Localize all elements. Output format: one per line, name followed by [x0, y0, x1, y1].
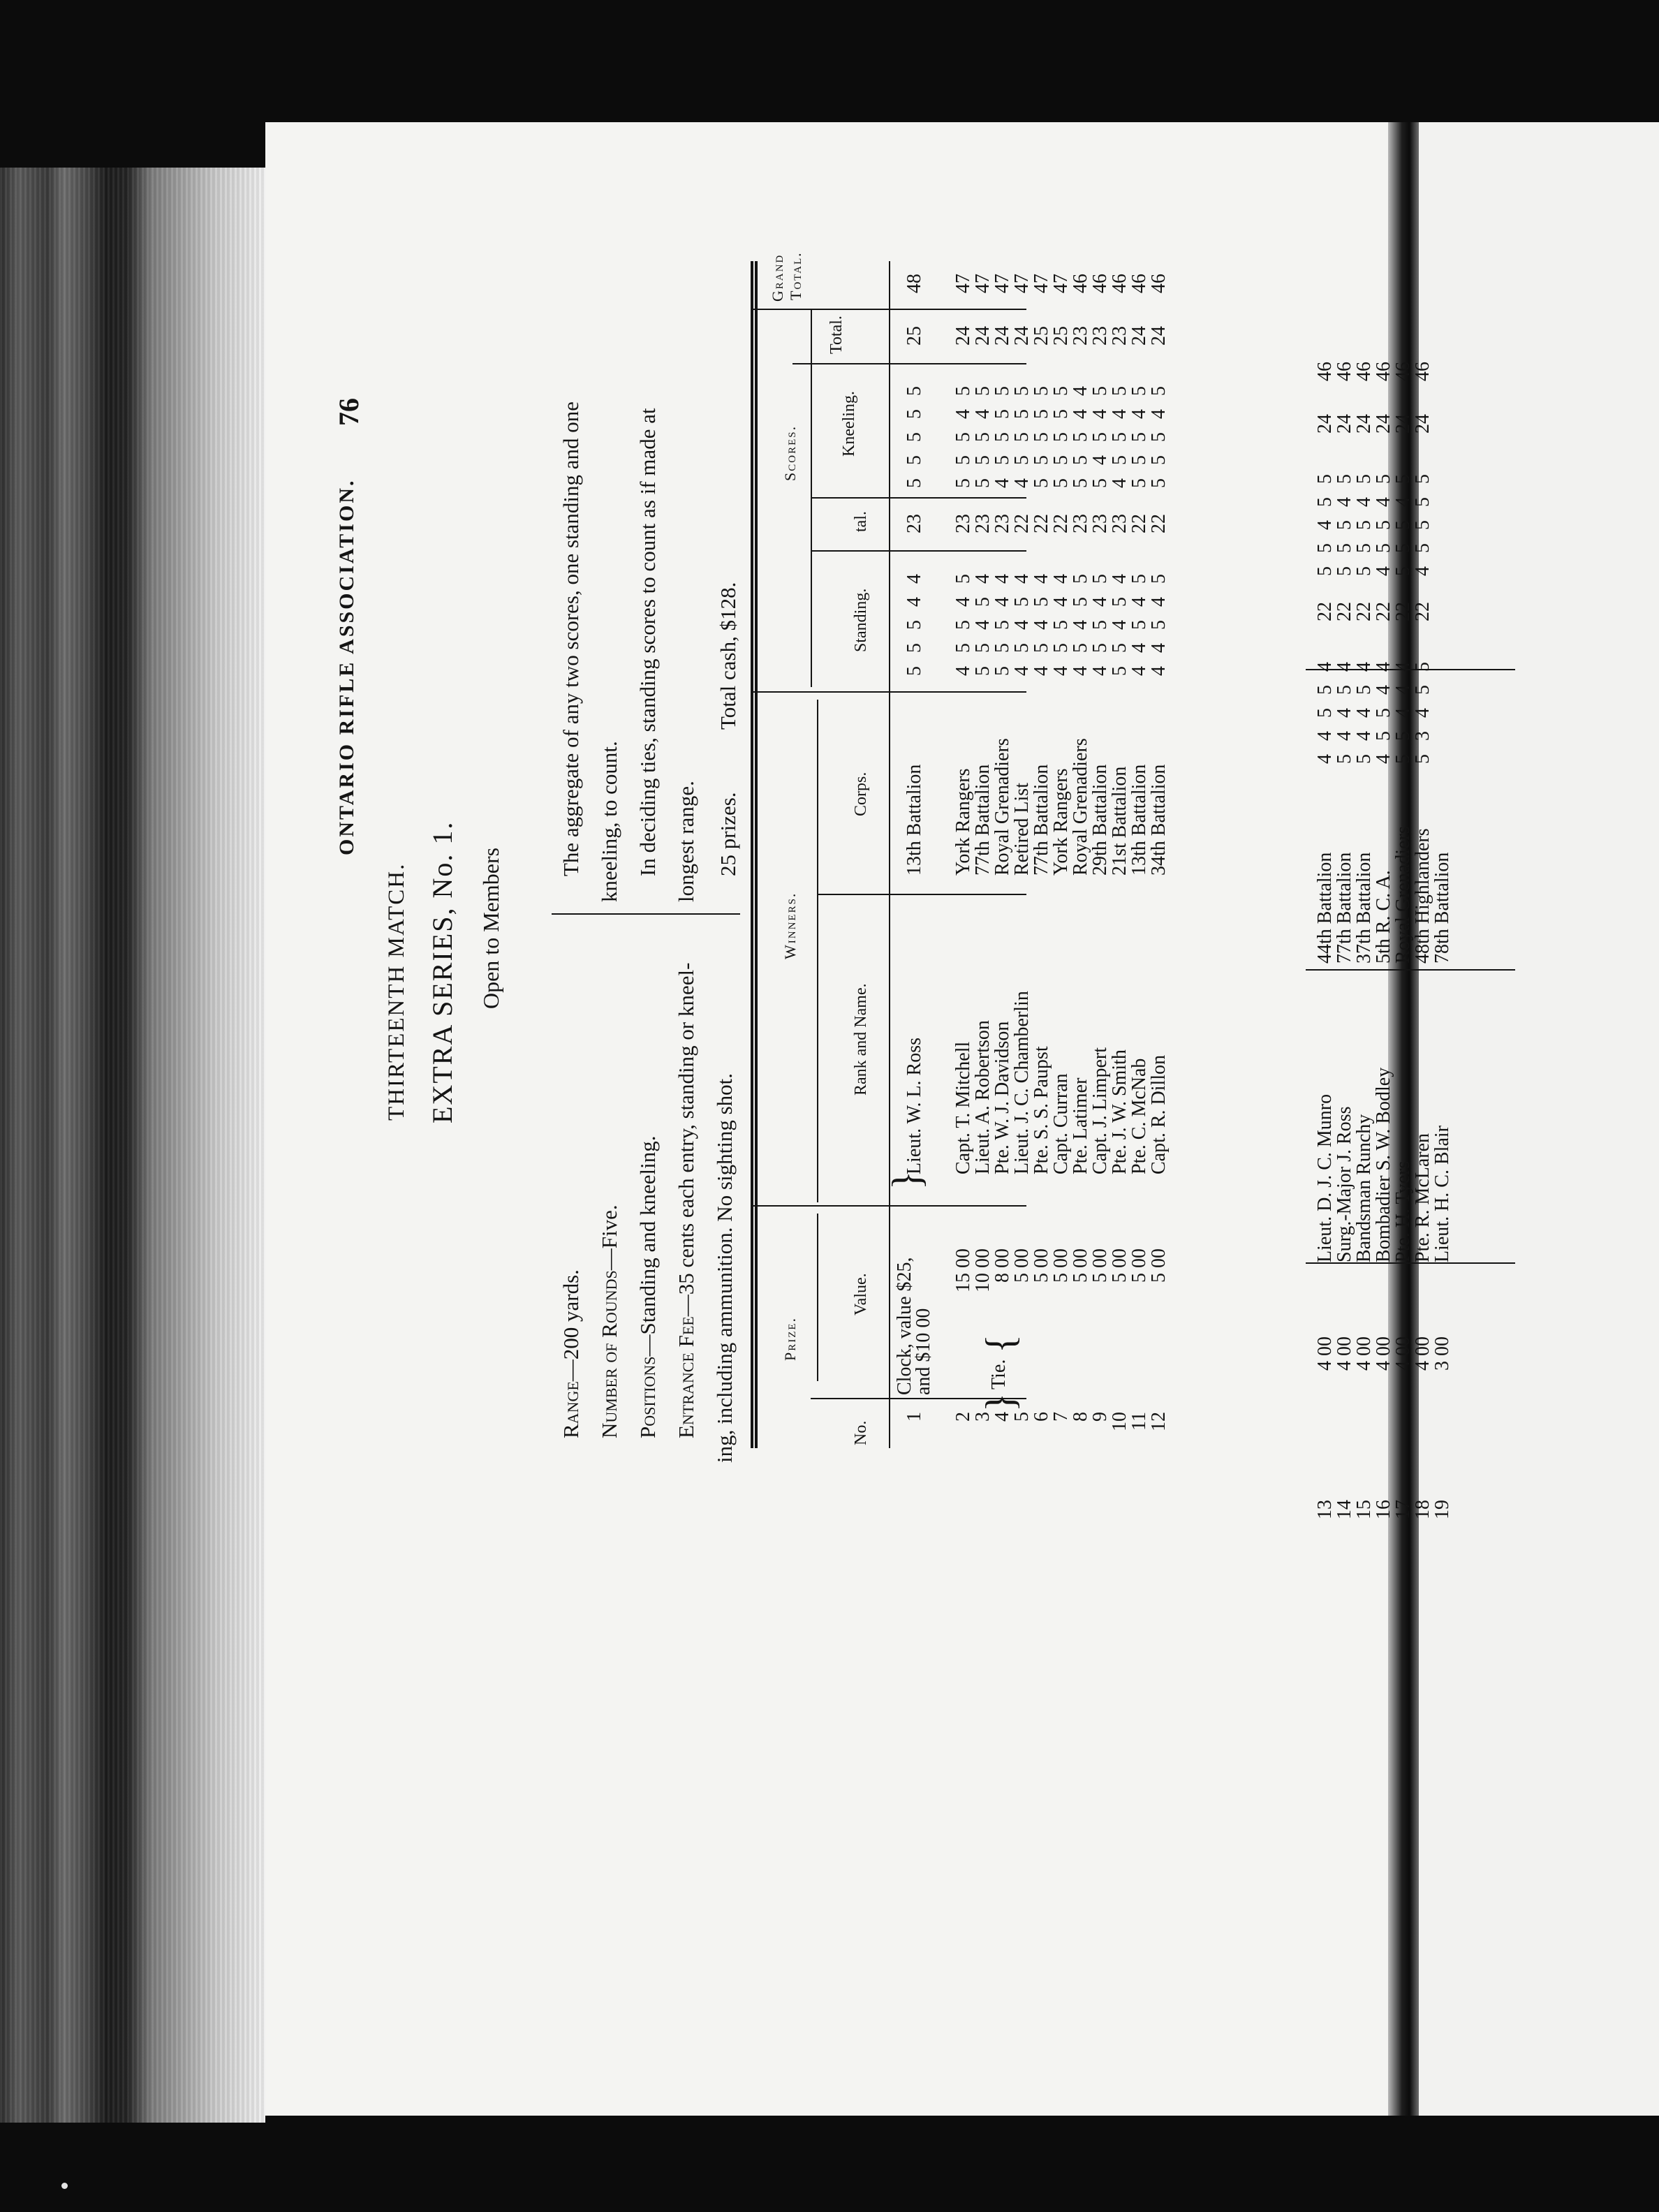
- cell-value: 5 00: [1128, 1248, 1150, 1283]
- cell-value: 5 00: [1011, 1248, 1033, 1283]
- range-label: Range: [559, 1381, 583, 1438]
- cell-grand-total: 47: [991, 274, 1013, 293]
- table-row: [1011, 261, 1033, 1448]
- cell-corps: Royal Grenadiers: [1070, 738, 1091, 876]
- cell-value: 4 00: [1412, 1336, 1433, 1371]
- cell-kneeling-shots: 4 5 5 5 5: [1412, 470, 1433, 576]
- cell-kneeling-total: 24: [1373, 414, 1394, 434]
- cell-standing-shots: 5 5 5 4 4: [991, 570, 1013, 676]
- cell-corps: Royal Grenadiers: [991, 738, 1013, 876]
- cell-grand-total: 47: [1031, 274, 1052, 293]
- cell-value: 4 00: [1334, 1336, 1355, 1371]
- cell-number: 11: [1128, 1412, 1150, 1431]
- cell-kneeling-total: 24: [1412, 414, 1433, 434]
- header-value: Value.: [852, 1273, 870, 1315]
- prize-count: 25 prizes.: [716, 792, 740, 876]
- fee-value: —35 cents each entry, standing or kneel-: [674, 962, 698, 1317]
- cell-value: 5 00: [1050, 1248, 1072, 1283]
- condition-range: [559, 1269, 584, 1438]
- cell-kneeling-shots: 5 5 5 4 5: [1392, 470, 1414, 576]
- cell-kneeling-shots: 4 5 5 4 5: [1109, 382, 1130, 488]
- table-top-rule: [751, 261, 753, 1448]
- cell-kneeling-total: 24: [1128, 326, 1150, 346]
- cell-kneeling-shots: 5 5 5 4 4: [1070, 382, 1091, 488]
- cell-standing-total: 22: [1392, 602, 1414, 621]
- table-row: [1050, 261, 1072, 1448]
- cell-standing-shots: 4 4 5 4 5: [1128, 570, 1150, 676]
- cell-standing-shots: 5 4 4 5 4: [1334, 658, 1355, 764]
- table-row: [991, 261, 1013, 1448]
- cell-number: 15: [1353, 1500, 1375, 1519]
- cell-value: 4 00: [1353, 1336, 1375, 1371]
- cell-standing-shots: 4 4 5 5 4: [1314, 658, 1336, 764]
- positions-label: Positions: [635, 1356, 660, 1438]
- cell-grand-total: 46: [1353, 362, 1375, 381]
- cell-name: Lieut. A. Robertson: [972, 1020, 994, 1174]
- cell-kneeling-shots: 5 5 5 4 5: [1148, 382, 1170, 488]
- tie-label: Tie.: [988, 1359, 1010, 1389]
- cell-grand-total: 46: [1314, 362, 1336, 381]
- cell-kneeling-total: 23: [1089, 326, 1111, 346]
- cell-name: Bandsman Runchy: [1353, 1114, 1375, 1262]
- header-kneeling: Kneeling.: [840, 391, 858, 457]
- cell-corps: York Rangers: [952, 768, 974, 876]
- cell-corps: 77th Battalion: [972, 764, 994, 876]
- cell-name: Lieut. W. L. Ross: [904, 1037, 925, 1174]
- cell-kneeling-total: 24: [972, 326, 994, 346]
- cell-kneeling-shots: 4 5 5 4 5: [1373, 470, 1394, 576]
- cell-number: 5: [1011, 1412, 1033, 1422]
- table-row: [1412, 362, 1433, 1536]
- cell-standing-total: 23: [991, 514, 1013, 533]
- total-cash: Total cash, $128.: [716, 582, 740, 730]
- cell-kneeling-total: 24: [991, 326, 1013, 346]
- cell-number: 18: [1412, 1500, 1433, 1519]
- cell-value: 10 00: [972, 1248, 994, 1292]
- tie-brace-value: {: [978, 1334, 1024, 1353]
- first-prize-value: Clock, value $25,: [894, 1257, 915, 1395]
- table-row: [972, 261, 994, 1448]
- cell-kneeling-total: 25: [1050, 326, 1072, 346]
- cell-name: Capt. R. Dillon: [1148, 1054, 1170, 1174]
- tie-brace-number: }: [978, 1393, 1024, 1412]
- cell-corps: Royal Grenadiers: [1392, 826, 1414, 964]
- open-to-members: Open to Members: [478, 847, 503, 1009]
- cell-kneeling-shots: 5 5 5 4 5: [1353, 470, 1375, 576]
- cell-number: 1: [904, 1412, 925, 1422]
- cell-corps: 5th R. C. A.: [1373, 870, 1394, 964]
- cell-corps: 77th Battalion: [1031, 764, 1052, 876]
- cell-corps: 78th Battalion: [1431, 852, 1453, 964]
- match-title: THIRTEENTH MATCH.: [384, 862, 409, 1121]
- table-row: [1109, 261, 1128, 1448]
- cell-grand-total: 46: [1148, 274, 1170, 293]
- range-value: —200 yards.: [559, 1269, 583, 1382]
- cell-grand-total: 46: [1373, 362, 1394, 381]
- continuation-table: [1306, 362, 1515, 1997]
- cell-number: 2: [952, 1412, 974, 1422]
- cell-value: 5 00: [1089, 1248, 1111, 1283]
- cell-grand-total: 47: [1050, 274, 1072, 293]
- cell-number: 12: [1148, 1412, 1170, 1431]
- rounds-value: —Five.: [597, 1204, 621, 1271]
- table-row: [1314, 362, 1336, 1536]
- table-row: [1392, 362, 1414, 1536]
- cell-standing-total: 22: [1353, 602, 1375, 621]
- header-grand-total: Total.: [787, 251, 804, 300]
- table-row: [1334, 362, 1355, 1536]
- cell-kneeling-total: 23: [1070, 326, 1091, 346]
- table-row: [1128, 261, 1150, 1448]
- cell-number: 17: [1392, 1500, 1414, 1519]
- cell-value: 15 00: [952, 1248, 974, 1292]
- header-prize: Prize.: [781, 1316, 799, 1361]
- cell-value: 5 00: [1070, 1248, 1091, 1283]
- cell-name: Lieut. D. J. C. Munro: [1314, 1093, 1336, 1262]
- cell-kneeling-total: 24: [1148, 326, 1170, 346]
- cell-value: 4 00: [1392, 1336, 1414, 1371]
- cell-name: Surg.-Major J. Ross: [1334, 1106, 1355, 1262]
- cell-corps: Retired List: [1011, 783, 1033, 876]
- header-kneeling-total: Total.: [827, 316, 846, 354]
- cell-name: Pte. R. McLaren: [1412, 1133, 1433, 1262]
- cell-grand-total: 47: [952, 274, 974, 293]
- cell-standing-total: 22: [1031, 514, 1052, 533]
- winners-group-rule: [817, 700, 818, 1202]
- cell-standing-shots: 4 4 5 4 5: [1148, 570, 1170, 676]
- cell-standing-total: 22: [1412, 602, 1433, 621]
- scores-group-rule: [811, 310, 812, 687]
- cell-grand-total: 48: [904, 274, 925, 293]
- cell-corps: York Rangers: [1050, 768, 1072, 876]
- cell-value: 4 00: [1373, 1336, 1394, 1371]
- cell-kneeling-total: 25: [1031, 326, 1052, 346]
- cell-standing-total: 22: [1148, 514, 1170, 533]
- cell-standing-total: 23: [1109, 514, 1130, 533]
- cell-number: 19: [1431, 1500, 1453, 1519]
- cell-value: 5 00: [1109, 1248, 1130, 1283]
- table-row: [1431, 461, 1453, 1536]
- cell-kneeling-total: 24: [1011, 326, 1033, 346]
- cell-kneeling-shots: 4 5 5 5 5: [991, 382, 1013, 488]
- cell-standing-total: 22: [1050, 514, 1072, 533]
- cell-grand-total: 46: [1070, 274, 1091, 293]
- cell-kneeling-shots: 5 5 5 5 5: [1031, 382, 1052, 488]
- cell-kneeling-shots: 5 5 5 4 5: [952, 382, 974, 488]
- cell-kneeling-shots: 5 5 5 4 5: [1128, 382, 1150, 488]
- cell-kneeling-total: 24: [952, 326, 974, 346]
- cell-standing-shots: 5 4 4 5 4: [1353, 658, 1375, 764]
- cell-kneeling-shots: 4 5 5 5 5: [1011, 382, 1033, 488]
- cell-grand-total: 46: [1089, 274, 1111, 293]
- first-prize-brace: }: [884, 1171, 930, 1190]
- cell-corps: 44th Battalion: [1314, 852, 1336, 964]
- cell-standing-shots: 4 5 5 4 5: [1089, 570, 1111, 676]
- book-page-edges: [0, 168, 265, 2123]
- cell-value: 8 00: [991, 1248, 1013, 1283]
- header-scores: Scores.: [781, 425, 799, 481]
- condition-fee: [674, 963, 699, 1438]
- running-head: ONTARIO RIFLE ASSOCIATION.: [335, 478, 358, 855]
- cell-kneeling-total: 24: [1353, 414, 1375, 434]
- cell-standing-shots: 5 5 4 4 4: [1392, 658, 1414, 764]
- cell-number: 14: [1334, 1500, 1355, 1519]
- cell-grand-total: 47: [972, 274, 994, 293]
- first-prize-cash: and $10 00: [913, 1308, 934, 1395]
- cell-value: 5 00: [1148, 1248, 1170, 1283]
- cell-number: 3: [972, 1412, 994, 1422]
- cell-corps: 34th Battalion: [1148, 764, 1170, 876]
- cell-name: Lieut. H. C. Blair: [1431, 1126, 1453, 1262]
- cell-kneeling-shots: 5 5 5 4 5: [1334, 470, 1355, 576]
- cell-name: Pte. Latimer: [1070, 1077, 1091, 1174]
- results-table: [751, 251, 1170, 1448]
- cell-standing-total: 23: [1089, 514, 1111, 533]
- cell-corps: 29th Battalion: [1089, 764, 1111, 876]
- cell-name: Pte. W. J. Davidson: [991, 1021, 1013, 1174]
- cell-standing-shots: 5 5 4 5 4: [1109, 570, 1130, 676]
- cell-standing-shots: 5 5 5 4 4: [904, 570, 925, 676]
- cell-kneeling-shots: 5 5 5 5 5: [904, 382, 925, 488]
- cell-standing-shots: 4 5 5 4 5: [952, 570, 974, 676]
- cell-kneeling-shots: 5 4 5 4 5: [1089, 382, 1111, 488]
- cell-number: 4: [991, 1412, 1013, 1422]
- cell-grand-total: 46: [1334, 362, 1355, 381]
- cell-standing-shots: 4 5 4 5 5: [1070, 570, 1091, 676]
- cell-standing-total: 23: [952, 514, 974, 533]
- cell-value: 3 00: [1431, 1336, 1453, 1371]
- cell-number: 6: [1031, 1412, 1052, 1422]
- cell-name: Capt. J. Limpert: [1089, 1047, 1111, 1174]
- aggregate-note-cont: kneeling, to count.: [597, 741, 621, 902]
- cell-name: Capt. T. Mitchell: [952, 1041, 974, 1174]
- cell-kneeling-total: 24: [1314, 414, 1336, 434]
- cell-standing-shots: 4 5 4 5 4: [1011, 570, 1033, 676]
- table-row: [1089, 261, 1111, 1448]
- cell-standing-shots: 4 5 5 4 4: [1050, 570, 1072, 676]
- cell-value: 5 00: [1031, 1248, 1052, 1283]
- header-standing-total: tal.: [852, 511, 870, 532]
- condition-rounds: [597, 1204, 622, 1438]
- header-rank-name: Rank and Name.: [852, 983, 870, 1096]
- aggregate-note: The aggregate of any two scores, one standing and one: [559, 401, 583, 876]
- cell-name: Pte. H. Tyers: [1392, 1160, 1414, 1262]
- table-top-rule-2: [755, 261, 758, 1448]
- cell-corps: 21st Battalion: [1109, 766, 1130, 876]
- cell-name: Capt. Curran: [1050, 1073, 1072, 1174]
- cell-standing-total: 23: [904, 514, 925, 533]
- cell-number: 13: [1314, 1500, 1336, 1519]
- positions-value: —Standing and kneeling.: [635, 1135, 660, 1357]
- cell-corps: 37th Battalion: [1353, 852, 1375, 964]
- cell-kneeling-shots: 5 5 5 4 5: [972, 382, 994, 488]
- cell-grand-total: 47: [1011, 274, 1033, 293]
- cell-number: 9: [1089, 1412, 1111, 1422]
- fee-label: Entrance Fee: [674, 1316, 698, 1438]
- cell-standing-shots: 5 5 4 5 4: [972, 570, 994, 676]
- cell-standing-total: 23: [972, 514, 994, 533]
- header-no: No.: [852, 1420, 870, 1445]
- cell-value: 4 00: [1314, 1336, 1336, 1371]
- cell-kneeling-shots: 5 5 4 5 5: [1314, 470, 1336, 576]
- header-corps: Corps.: [852, 772, 870, 816]
- header-winners: Winners.: [781, 892, 799, 959]
- cell-standing-shots: 5 3 4 5 5: [1412, 658, 1433, 764]
- printed-page: [321, 216, 1453, 1613]
- cell-standing-shots: 4 5 4 5 4: [1031, 570, 1052, 676]
- cell-kneeling-total: 25: [904, 326, 925, 346]
- cell-number: 7: [1050, 1412, 1072, 1422]
- cell-grand-total: 46: [1128, 274, 1150, 293]
- conditions-divider: [552, 913, 740, 915]
- header-bottom-rule: [889, 261, 890, 1448]
- condition-positions: [635, 1136, 661, 1438]
- cell-name: Lieut. J. C. Chamberlin: [1011, 991, 1033, 1174]
- page-number: 76: [333, 398, 364, 426]
- header-standing: Standing.: [852, 588, 870, 652]
- table-row: [1070, 261, 1089, 1448]
- scan-mark: [61, 2183, 68, 2189]
- cell-corps: 48th Highlanders: [1412, 828, 1433, 964]
- cell-kneeling-total: 24: [1392, 414, 1414, 434]
- cell-standing-total: 22: [1334, 602, 1355, 621]
- cell-corps: 13th Battalion: [904, 764, 925, 876]
- table-row: [952, 261, 974, 1448]
- prize-group-rule: [817, 1214, 818, 1381]
- cell-standing-total: 22: [1128, 514, 1150, 533]
- cell-kneeling-total: 24: [1334, 414, 1355, 434]
- cell-kneeling-shots: 5 5 5 5 5: [1050, 382, 1072, 488]
- cell-number: 8: [1070, 1412, 1091, 1422]
- header-grand: Grand: [769, 253, 786, 302]
- cell-grand-total: 46: [1109, 274, 1130, 293]
- cell-kneeling-total: 23: [1109, 326, 1130, 346]
- table-row: [1148, 261, 1170, 1448]
- cell-standing-total: 22: [1011, 514, 1033, 533]
- cell-corps: 13th Battalion: [1128, 764, 1150, 876]
- cell-standing-shots: 4 5 5 4 4: [1373, 658, 1394, 764]
- table-row: [1353, 362, 1375, 1536]
- cell-grand-total: 46: [1392, 362, 1414, 381]
- series-title: EXTRA SERIES, No. 1.: [427, 820, 458, 1123]
- cell-number: 10: [1109, 1412, 1130, 1431]
- cell-name: Pte. J. W. Smith: [1109, 1049, 1130, 1174]
- cell-standing-total: 22: [1314, 602, 1336, 621]
- rounds-label: Number of Rounds: [597, 1270, 621, 1438]
- ties-note: In deciding ties, standing scores to count as if made at: [635, 408, 660, 876]
- table-row: [1031, 261, 1052, 1448]
- cell-name: Bombadier S. W. Bodley: [1373, 1067, 1394, 1262]
- cell-name: Pte. C. McNab: [1128, 1058, 1150, 1174]
- cell-grand-total: 46: [1412, 362, 1433, 381]
- cell-standing-total: 23: [1070, 514, 1091, 533]
- cell-standing-total: 22: [1373, 602, 1394, 621]
- table-row: [1373, 362, 1394, 1536]
- ties-note-cont: longest range.: [674, 781, 698, 902]
- condition-fee-cont: ing, including ammunition. No sighting shot.: [712, 1073, 737, 1463]
- cell-corps: 77th Battalion: [1334, 852, 1355, 964]
- cell-name: Pte. S. S. Paupst: [1031, 1046, 1052, 1174]
- cell-number: 16: [1373, 1500, 1394, 1519]
